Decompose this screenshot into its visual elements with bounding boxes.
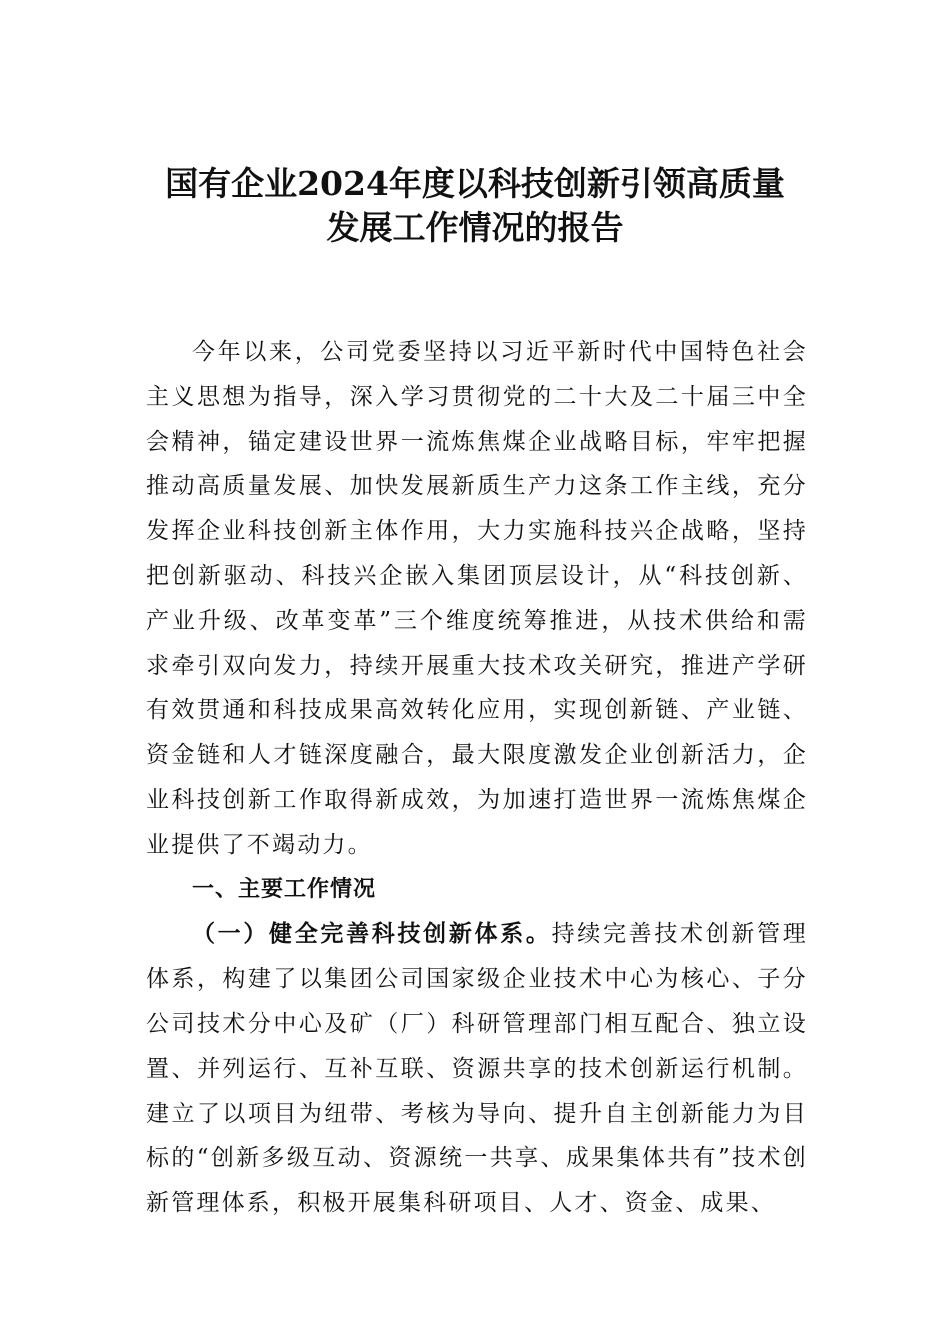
report-title-line-1: 国有企业2024年度以科技创新引领高质量 — [165, 164, 785, 203]
intro-paragraph: 今年以来，公司党委坚持以习近平新时代中国特色社会主义思想为指导，深入学习贯彻党的二十大及二十届三中全会精神，锚定建设世界一流炼焦煤企业战略目标，牢牢把握推动高质量发展、加快发展新质生产力这条工作主线，充分发挥企业科技创新主体作用，大力实施科技兴企战略，坚持把创新驱动、科技兴企嵌入集团顶层设计，从“科技创新、产业升级、改革变革”三个维度统筹推进，从技术供给和需求牵引双向发力，持续开展重大技术攻关研究，推进产学研有效贯通和科技成果高效转化应用，实现创新链、产业链、资金链和人才链深度融合，最大限度激发企业创新活力，企业科技创新工作取得新成效，为加速打造世界一流炼焦煤企业提供了不竭动力。 — [146, 339, 808, 858]
subsection-text-1: 持续完善技术创新管理体系，构建了以集团公司国家级企业技术中心为核心、子分公司技术分中心及矿（厂）科研管理部门相互配合、独立设置、并列运行、互补互联、资源共享的技术创新运行机制。建立了以项目为纽带、考核为导向、提升自主创新能力为目标的“创新多级互动、资源统一共享、成果集体共有”技术创新管理体系，积极开展集科研项目、人才、资金、成果、 — [146, 921, 809, 1217]
report-body — [146, 330, 808, 1226]
subsection-label-1: （一）健全完善科技创新体系。 — [192, 920, 552, 948]
report-title-line-2: 发展工作情况的报告 — [326, 208, 624, 247]
subsection-paragraph-1 — [146, 912, 808, 1226]
section-heading-main-work: 一、主要工作情况 — [192, 876, 377, 902]
